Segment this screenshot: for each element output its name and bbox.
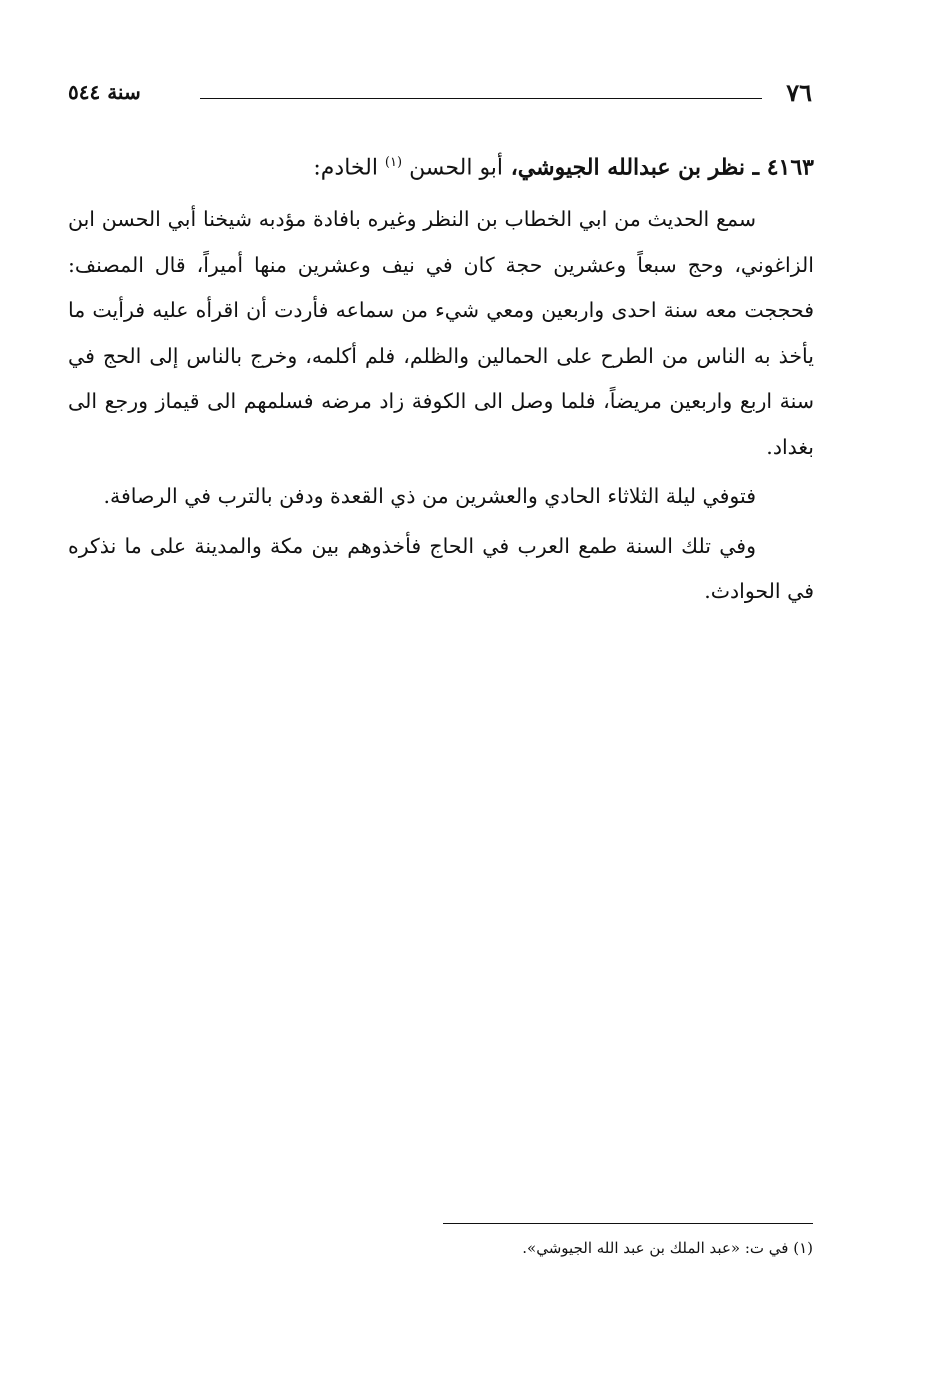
entry-kunya: أبو الحسن (409, 155, 504, 181)
footnote-reference: (١) (384, 155, 403, 170)
entry-number: ٤١٦٣ (766, 154, 814, 181)
page-header (68, 78, 812, 114)
entry-name: نظر بن عبدالله الجيوشي، (503, 154, 745, 181)
entry-title: الخادم: (313, 155, 385, 181)
running-title: سنة ٥٤٤ (68, 80, 141, 104)
header-rule (200, 98, 762, 99)
entry-heading (68, 142, 814, 189)
main-text (68, 142, 814, 615)
paragraph-events: وفي تلك السنة طمع العرب في الحاج فأخذوهم بين مكة والمدينة على ما نذكره في الحوادث. (68, 533, 814, 604)
paragraph-biography: سمع الحديث من ابي الخطاب بن النظر وغيره بافادة مؤدبه شيخنا أبي الحسن ابن الزاغوني، وحج سبعاً وعشرين حجة كان في نيف وعشرين منها أميراً، قال المصنف: فحججت معه سنة احدى واربعين ومعي شيء من سماعه فأردت أن اقرأه عليه فرأيت ما يأخذ به الناس من الطرح على الحمالين والظلم، فلم أكلمه، وخرج بالناس إلى الحج في سنة اربع واربعين مريضاً، فلما وصل الى الكوفة زاد مرضه فسلمهم الى قيماز ورجع الى بغداد. (68, 207, 814, 459)
entry-separator: ـ (744, 154, 767, 181)
page-number: ٧٦ (786, 78, 812, 107)
footnote-rule (443, 1223, 813, 1224)
paragraph-death: فتوفي ليلة الثلاثاء الحادي والعشرين من ذي القعدة ودفن بالترب في الرصافة. (103, 484, 756, 509)
footnote: (١) في ت: «عبد الملك بن عبد الله الجيوشي». (522, 1239, 813, 1257)
